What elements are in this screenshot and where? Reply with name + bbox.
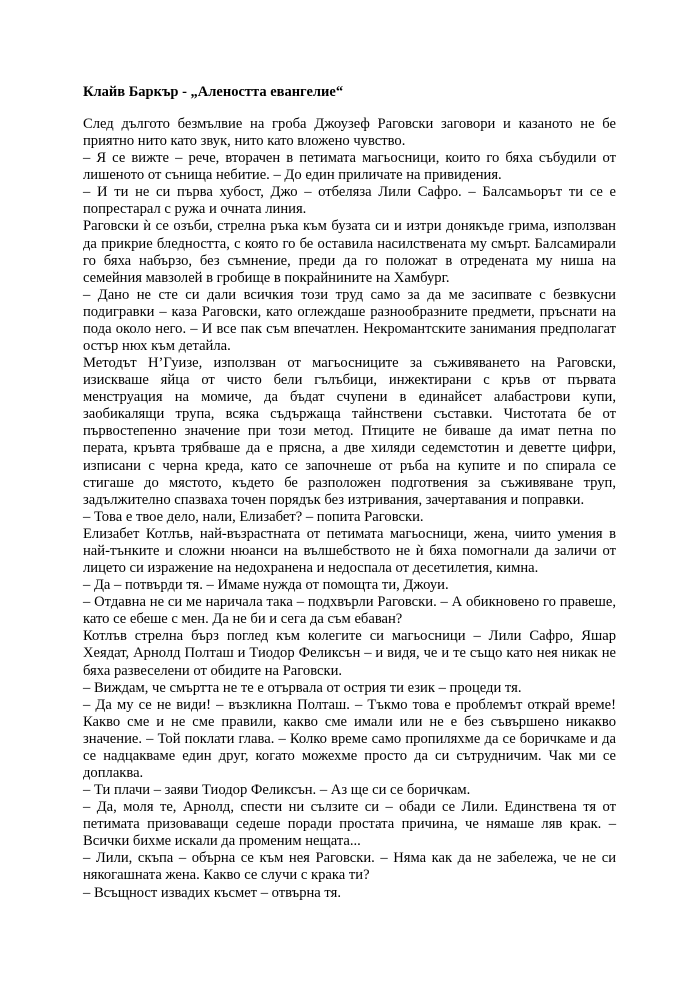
document-title: Клайв Баркър - „Алеността евангелие“ bbox=[83, 84, 344, 100]
paragraph: – Лили, скъпа – обърна се към нея Раговски. – Няма как да не забележа, че не си някогашната жена. Какво се случи с крака ти? bbox=[83, 850, 616, 884]
paragraph: – Я се вижте – рече, вторачен в петимата магьосници, които го бяха събудили от лишеното от сънища небитие. – До един приличате на привидения. bbox=[83, 150, 616, 184]
document-body bbox=[83, 116, 616, 902]
paragraph: – Виждам, че смъртта не те е отървала от острия ти език – процеди тя. bbox=[83, 679, 522, 696]
paragraph: – Отдавна не си ме наричала така – подхвърли Раговски. – А обикновено го правеше, като се ебеше с мен. Да не би и сега да съм ебаван? bbox=[83, 594, 616, 628]
paragraph: – Всъщност извадих късмет – отвърна тя. bbox=[83, 884, 341, 901]
paragraph: – Да – потвърди тя. – Имаме нужда от помощта ти, Джоуи. bbox=[83, 577, 449, 594]
paragraph: – Това е твое дело, нали, Елизабет? – попита Раговски. bbox=[83, 508, 424, 525]
paragraph: Методът Н’Гуизе, използван от магьосниците за съживяването на Раговски, изискваше яйца от чисто бели гълъбици, инжектирани с кръв от първата менструация на момиче, да бъдат счупени в единайсет алабастрови купи, заобикалящи трупа, всяка съдържаща тайнствени съставки. Чистотата бе от първостепенно значение при този метод. Птиците не биваше да имат петна по перата, кръвта трябваше да е прясна, а две хиляди седемстотин и деветте цифри, изписани с черна креда, като се започнеше от ръба на купите и по спирала се стигаше до мястото, където бе разположен подготвения за съживяване труп, задължително спазваха точен порядък без изтривания, зачертавания и поправки. bbox=[83, 355, 616, 508]
paragraph: – Ти плачи – заяви Тиодор Феликсън. – Аз ще си се боричкам. bbox=[83, 782, 471, 799]
paragraph: Раговски ѝ се озъби, стрелна ръка към бузата си и изтри донякъде грима, използван да прикрие бледността, с която го бе оставила насилствената му смърт. Балсамирали го бяха набързо, без съмнение, преди да го положат в отредената му ниша на семейния мавзолей в гробище в покрайнините на Хамбург. bbox=[83, 218, 616, 286]
paragraph: Елизабет Котлъв, най-възрастната от петимата магьосници, жена, чиито умения в най-тънките и сложни нюанси на вълшебството не ѝ бяха помогнали да заличи от лицето си изражение на недохранена и недоспала от десетилетия, кимна. bbox=[83, 525, 616, 577]
paragraph: – Да, моля те, Арнолд, спести ни сълзите си – обади се Лили. Единствена тя от петимата призоваващи седеше поради простата причина, че нямаше ляв крак. – Всички бихме искали да променим нещата... bbox=[83, 799, 616, 850]
paragraph: След дългото безмълвие на гроба Джоузеф Раговски заговори и казаното не бе приятно нито като звук, нито като вложено чувство. bbox=[83, 116, 616, 150]
paragraph: – Дано не сте си дали всичкия този труд само за да ме засипвате с безвкусни подигравки – каза Раговски, като оглеждаше разнообразните предмети, пръснати на пода около него. – И все пак съм впечатлен. Некромантските занимания предполагат остър нюх към детайла. bbox=[83, 286, 616, 355]
paragraph: Котлъв стрелна бърз поглед към колегите си магьосници – Лили Сафро, Яшар Хеядат, Арнолд Полташ и Тиодор Феликсън – и видя, че и те също като нея никак не бяха развеселени от обидите на Раговски. bbox=[83, 628, 616, 679]
paragraph: – Да му се не види! – възкликна Полташ. – Тъкмо това е проблемът открай време! Какво сме и не сме правили, какво сме имали или не е без съвършено никакво значение. – Той поклати глава. – Колко време само пропиляхме да се боричкаме и да се надцакваме един друг, когато можехме просто да си сътрудничим. Чак ми се доплаква. bbox=[83, 696, 616, 781]
paragraph: – И ти не си първа хубост, Джо – отбеляза Лили Сафро. – Балсамьорът ти се е попрестарал с ружа и очната линия. bbox=[83, 184, 616, 218]
